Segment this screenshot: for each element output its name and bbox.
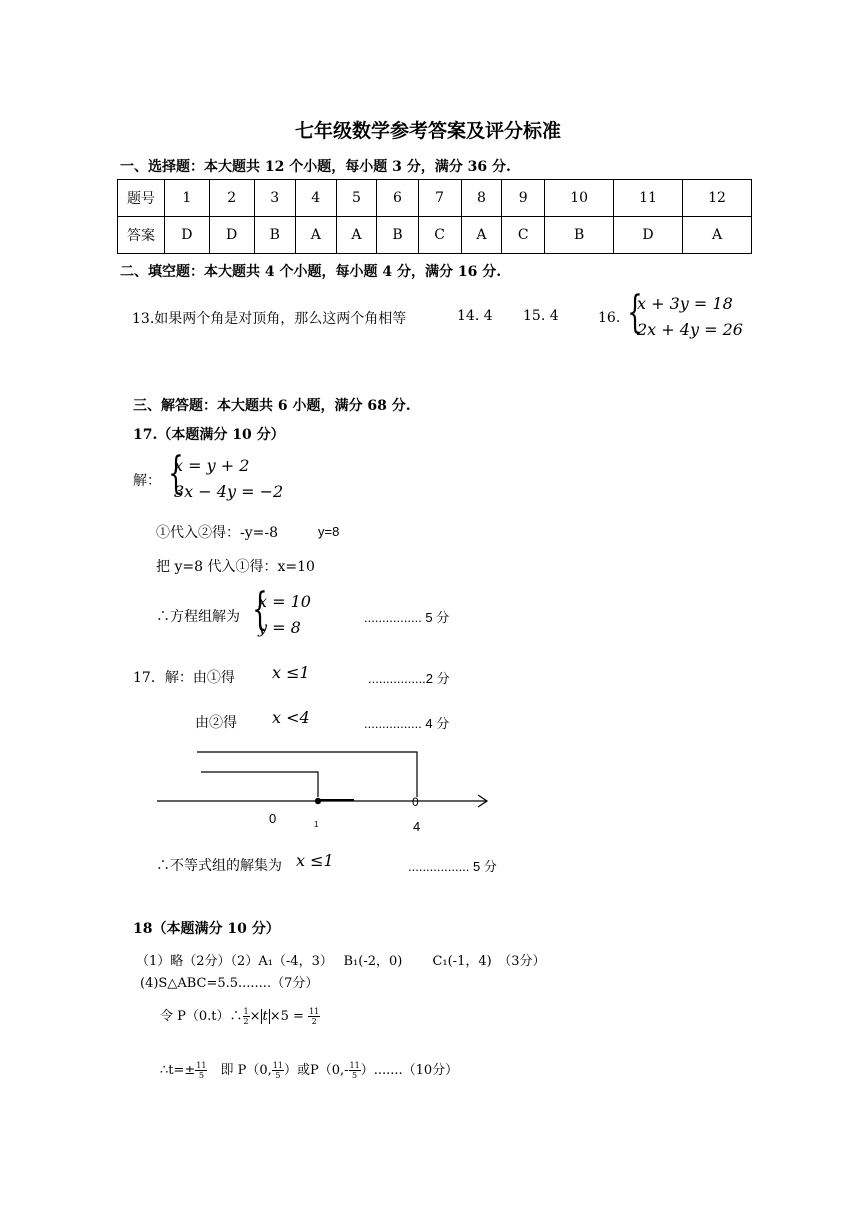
table-cell: B — [254, 217, 295, 254]
half-fraction — [243, 1007, 250, 1026]
p17-brace: { — [168, 448, 184, 499]
table-cell: 1 — [165, 180, 210, 217]
p17-score: ................ 5 分 — [364, 610, 450, 625]
p18-line1: （1）略（2分）（2）A₁（-4，3） B₁(-2，0) C₁(-1，4) （3分） — [136, 954, 546, 969]
table-row-answers — [118, 217, 752, 254]
table-cell: A — [295, 217, 336, 254]
number-line-diagram — [150, 745, 500, 815]
p18-line3-rest: ×5 = — [269, 1009, 304, 1024]
p17-eq2: 3x − 4y = −2 — [174, 482, 284, 501]
table-cell: 4 — [295, 180, 336, 217]
q16-brace: { — [627, 287, 643, 338]
table-cell: B — [377, 217, 418, 254]
rhs-denominator: 2 — [311, 1017, 317, 1026]
p2-denominator: 5 — [352, 1071, 358, 1080]
p17-jie: 解： — [133, 473, 161, 489]
page-title: 七年级数学参考答案及评分标准 — [295, 120, 562, 142]
p17b-line2-score: ................ 4 分 — [364, 716, 450, 731]
p17b-conclusion-label: ∴不等式组的解集为 — [156, 858, 282, 874]
table-cell: D — [614, 217, 683, 254]
table-cell: 8 — [461, 180, 502, 217]
p18-line3 — [160, 1005, 320, 1026]
table-cell: 2 — [209, 180, 254, 217]
p18-line2: (4)S△ABC=5.5........（7分） — [140, 976, 319, 991]
p17-solution-x: x = 10 — [258, 592, 311, 611]
table-cell: 10 — [545, 180, 614, 217]
p17-title: 17.（本题满分 10 分） — [133, 427, 285, 443]
p17-solution-brace: { — [252, 584, 268, 635]
section1-heading: 一、选择题：本大题共 12 个小题，每小题 3 分，满分 36 分. — [120, 159, 511, 175]
rhs-numerator: 11 — [309, 1007, 320, 1016]
table-cell: A — [336, 217, 377, 254]
axis-label-0: 0 — [269, 811, 277, 826]
p18-line3-times: × — [249, 1009, 261, 1024]
half-numerator: 1 — [243, 1007, 249, 1016]
table-cell: 9 — [502, 180, 545, 217]
p17b-conclusion-expr: x ≤1 — [296, 851, 334, 870]
half-denominator: 2 — [243, 1017, 249, 1026]
abs-t-value: t — [262, 1009, 268, 1024]
q16-eq1: x + 3y = 18 — [637, 294, 733, 313]
row-header-number: 题号 — [118, 180, 165, 217]
abs-t — [261, 1009, 270, 1024]
p18-line3-prefix: 令 P（0.t）∴ — [160, 1009, 243, 1024]
table-cell: 11 — [614, 180, 683, 217]
p17b-line1-label: 17．解：由①得 — [133, 670, 235, 686]
p17-step2: 把 y=8 代入①得：x=10 — [156, 559, 315, 575]
q14-answer: 14. 4 — [457, 308, 493, 324]
p18-line4-mid1: 即 P（0, — [207, 1063, 272, 1078]
p17-solution-label: ∴方程组解为 — [156, 609, 240, 625]
table-cell: B — [545, 217, 614, 254]
rhs-fraction — [308, 1007, 320, 1026]
t-numerator: 11 — [196, 1061, 207, 1070]
q16-eq2: 2x + 4y = 26 — [637, 320, 743, 339]
p18-line4 — [160, 1059, 458, 1080]
table-cell: 12 — [683, 180, 752, 217]
p17-step1: ①代入②得：-y=-8 — [156, 525, 279, 541]
answer-table — [117, 179, 752, 254]
p17b-conclusion-score: ................. 5 分 — [408, 859, 497, 874]
p18-title: 18（本题满分 10 分） — [133, 921, 280, 937]
q15-answer: 15. 4 — [523, 308, 559, 324]
table-cell: 7 — [418, 180, 461, 217]
p18-line4-end: ）.......（10分） — [360, 1063, 459, 1078]
table-cell: A — [461, 217, 502, 254]
table-cell: C — [418, 217, 461, 254]
q13-answer: 13.如果两个角是对顶角，那么这两个角相等 — [132, 311, 407, 327]
table-row-numbers — [118, 180, 752, 217]
table-cell: 3 — [254, 180, 295, 217]
point-one-marker — [315, 798, 321, 804]
p17-step1b: y=8 — [318, 524, 340, 539]
t-denominator: 5 — [198, 1071, 204, 1080]
solution-bracket-lower — [201, 772, 318, 797]
p17b-line2-label: 由②得 — [195, 715, 237, 731]
table-cell: A — [683, 217, 752, 254]
axis-label-0-top: 0 — [412, 795, 419, 809]
table-cell: D — [209, 217, 254, 254]
p1-numerator: 11 — [272, 1061, 283, 1070]
table-cell: 5 — [336, 180, 377, 217]
q16-label: 16. — [598, 310, 621, 326]
p17-solution-y: y = 8 — [258, 618, 301, 637]
section2-heading: 二、填空题：本大题共 4 个小题，每小题 4 分，满分 16 分. — [120, 264, 502, 280]
axis-label-1: 1 — [314, 820, 319, 829]
p17b-line1-expr: x ≤1 — [272, 663, 310, 682]
p2-numerator: 11 — [349, 1061, 360, 1070]
table-cell: D — [165, 217, 210, 254]
p17b-line1-score: ................2 分 — [368, 671, 450, 686]
t-fraction — [195, 1061, 207, 1080]
table-cell: C — [502, 217, 545, 254]
p-fraction-2 — [349, 1061, 361, 1080]
p18-line4-prefix: ∴t=± — [160, 1063, 196, 1078]
p-fraction-1 — [272, 1061, 284, 1080]
axis-label-4: 4 — [413, 819, 421, 834]
p17b-line2-expr: x <4 — [272, 708, 310, 727]
p1-denominator: 5 — [275, 1071, 281, 1080]
p18-line4-mid2: ）或P（0,- — [283, 1063, 349, 1078]
solution-bracket-upper — [197, 752, 417, 797]
row-header-answer: 答案 — [118, 217, 165, 254]
p17-eq1: x = y + 2 — [174, 456, 250, 475]
section3-heading: 三、解答题：本大题共 6 小题，满分 68 分. — [133, 398, 411, 414]
table-cell: 6 — [377, 180, 418, 217]
